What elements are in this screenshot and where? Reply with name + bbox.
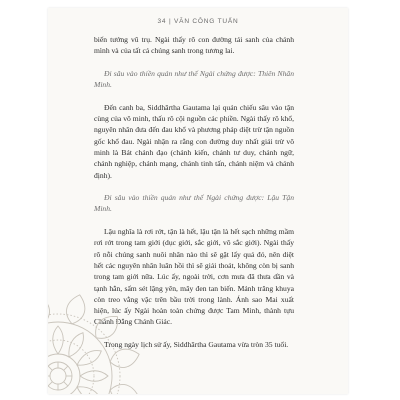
header-separator: | [168,18,172,25]
page-header [48,18,348,25]
page-number: 34 [157,18,167,25]
book-page [48,8,348,394]
book-title: VĂN CÔNG TUẤN [174,18,239,25]
paragraph-35-tuoi: Trong ngày lịch sử ấy, Siddhārtha Gautama vừa tròn 35 tuổi. [104,340,289,350]
mandala-icon [48,286,148,394]
paragraph-continuation: biến tướng vũ trụ. Ngài thấy rõ con đường tái sanh của chánh mình và của tất cả chúng sanh trong tương lai. [94,35,294,56]
paragraph-thien-nhan-minh: Đi sâu vào thiền quán như thế Ngài chứng được: Thiên Nhãn Minh. [94,68,294,90]
paragraph-lau-nghia: Lậu nghĩa là rơi rớt, tận là hết, lậu tận là hết sạch những mầm rơi rớt trong tam giới (dục giới, sắc giới, vô sắc giới). Ngài thấy rõ nỗi chúng sanh nuôi nhân nào thì sẽ gặt lấy quả đó, nên diệt hết các nguyên nhân luân hồi thì sẽ giải thoát, không còn bị sanh trong tam giới nữa. Lúc ấy, ngoài trời, cơn mưa đã thưa dần và tạnh hẳn, sấm sét lặng yên, mây đen tan biến. Mảnh trăng khuya còn treo vằng vặc trên bầu trời trong lành. Ánh sao Mai xuất hiện, lúc ấy Ngài hoàn toàn chứng được Tam Minh, thành tựu Chánh Đẳng Chánh Giác. [94,227,294,327]
paragraph-lau-tan-minh: Đi sâu vào thiền quán như thế Ngài chứng được: Lậu Tận Minh. [94,193,294,214]
paragraph-canh-ba: Đến canh ba, Siddhārtha Gautama lại quán chiếu sâu vào tận cùng của vô minh, thấu rõ cội nguồn các phiền. Ngài thấy rõ khổ, nguyên nhân đưa đến đau khổ và phương pháp diệt trừ tận nguồn gốc khổ đau. Ngài nhận ra rằng con đường duy nhất giải trừ vô minh là Bát chánh đạo (chánh kiến, chánh tư duy, chánh ngữ, chánh nghiệp, chánh mạng, chánh tinh tấn, chánh niệm và chánh định). [94,102,294,180]
